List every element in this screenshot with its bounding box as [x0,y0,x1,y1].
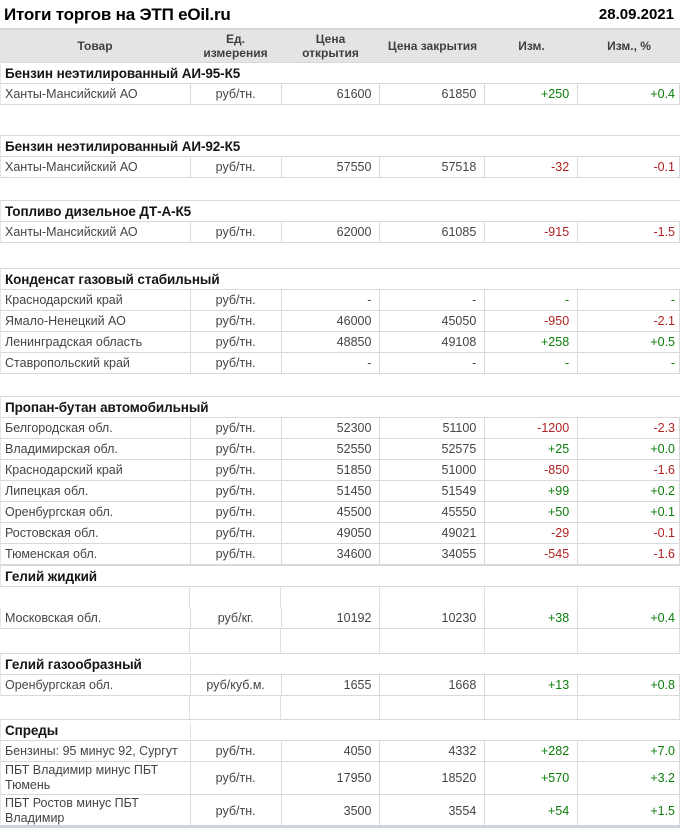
close-price-cell: 61085 [380,222,485,242]
change-pct-cell: -2.1 [578,311,680,331]
unit-cell: руб/тн. [191,157,282,177]
empty-grid-cell [485,587,578,608]
empty-grid-cell [0,696,190,719]
open-price-cell: 51850 [282,460,381,480]
unit-cell: руб/тн. [191,290,282,310]
empty-grid-cell [578,696,680,719]
open-price-cell: 62000 [282,222,381,242]
empty-grid-cell [380,696,485,719]
close-price-cell: 49021 [380,523,485,543]
change-pct-cell: -1.5 [578,222,680,242]
section-title-label: Пропан-бутан автомобильный [5,399,209,415]
section-title-label: Спреды [5,722,59,738]
page-header [0,0,680,28]
change-pct-cell: -0.1 [578,157,680,177]
product-cell: Краснодарский край [1,460,191,480]
open-price-cell: 4050 [282,741,381,761]
product-cell: Ленинградская область [1,332,191,352]
close-price-cell: 1668 [380,675,485,695]
unit-cell: руб/тн. [191,418,282,438]
close-price-cell: 3554 [380,795,485,827]
open-price-cell: - [282,353,381,373]
section-title-text [1,723,191,738]
table-row [0,762,680,795]
close-price-cell: 51549 [380,481,485,501]
table-row [0,460,680,481]
product-cell: ПБТ Ростов минус ПБТ Владимир [1,795,191,827]
empty-grid-cell [190,696,281,719]
table-row [0,418,680,439]
table-row [0,523,680,544]
unit-cell: руб/тн. [191,762,282,794]
column-header-open-price: Цена открытия [302,32,359,60]
column-header-product: Товар [77,39,113,53]
unit-cell: руб/тн. [191,502,282,522]
open-price-cell: 17950 [282,762,381,794]
empty-grid-cell [190,629,281,653]
change-cell: +38 [485,608,578,628]
change-cell: +282 [485,741,578,761]
table-body [0,62,680,828]
open-price-cell: 48850 [282,332,381,352]
empty-grid-cell [190,587,281,608]
unit-cell: руб/тн. [191,353,282,373]
section-title-label: Бензин неэтилированный АИ-92-К5 [5,138,241,154]
product-cell: Ставропольский край [1,353,191,373]
close-price-cell: 57518 [380,157,485,177]
table-row [0,290,680,311]
change-pct-cell: +0.8 [578,675,680,695]
close-price-cell: 4332 [380,741,485,761]
change-pct-cell: +0.1 [578,502,680,522]
empty-grid-cell [578,587,680,608]
table-row [0,84,680,105]
close-price-cell: 18520 [380,762,485,794]
open-price-cell: 51450 [282,481,381,501]
change-pct-cell: -2.3 [578,418,680,438]
close-price-cell: 10230 [380,608,485,628]
section-title-label: Гелий жидкий [5,568,97,584]
open-price-cell: 57550 [282,157,381,177]
close-price-cell: 45050 [380,311,485,331]
change-cell: +250 [485,84,578,104]
section-title [0,268,680,290]
unit-cell: руб/тн. [191,311,282,331]
product-cell: Оренбургская обл. [1,675,191,695]
close-price-cell: 51100 [380,418,485,438]
unit-cell: руб/тн. [191,544,282,564]
unit-cell: руб/кг. [191,608,282,628]
page-date: 28.09.2021 [598,6,674,23]
product-cell: Бензины: 95 минус 92, Сургут [1,741,191,761]
change-cell: +54 [485,795,578,827]
section-gap [0,629,680,653]
product-cell: Оренбургская обл. [1,502,191,522]
section-title-text [1,657,191,672]
open-price-cell: 61600 [282,84,381,104]
unit-cell: руб/тн. [191,222,282,242]
unit-cell: руб/куб.м. [191,675,282,695]
empty-grid-cell [281,629,380,653]
product-cell: ПБТ Владимир минус ПБТ Тюмень [1,762,191,794]
empty-grid-cell [0,629,190,653]
change-pct-cell: +7.0 [578,741,680,761]
change-pct-cell: +0.4 [578,608,680,628]
product-cell: Владимирская обл. [1,439,191,459]
section-title [0,653,680,675]
empty-grid-cell [0,587,190,608]
section-gap [0,105,680,135]
column-header-close-price: Цена закрытия [387,39,478,53]
unit-cell: руб/тн. [191,332,282,352]
table-row [0,222,680,243]
change-cell: -545 [485,544,578,564]
close-price-cell: 45550 [380,502,485,522]
change-cell: +570 [485,762,578,794]
empty-grid-cell [380,629,485,653]
change-pct-cell: +1.5 [578,795,680,827]
section-gap [0,374,680,396]
table-row [0,439,680,460]
open-price-cell: 34600 [282,544,381,564]
change-cell: +99 [485,481,578,501]
section-title [0,135,680,157]
table-row [0,332,680,353]
section-title [0,396,680,418]
unit-cell: руб/тн. [191,460,282,480]
unit-cell: руб/тн. [191,795,282,827]
product-cell: Ханты-Мансийский АО [1,222,191,242]
change-cell: +258 [485,332,578,352]
table-row [0,795,680,828]
section-title-label: Гелий газообразный [5,656,142,672]
change-cell: -32 [485,157,578,177]
open-price-cell: 52300 [282,418,381,438]
column-header-unit: Ед. измерения [203,32,268,60]
unit-cell: руб/тн. [191,481,282,501]
table-row [0,544,680,565]
section-title [0,62,680,84]
product-cell: Ямало-Ненецкий АО [1,311,191,331]
open-price-cell: - [282,290,381,310]
section-title [0,565,680,587]
open-price-cell: 52550 [282,439,381,459]
empty-grid-cell [380,587,485,608]
section-gap [0,587,680,608]
empty-grid-cell [578,629,680,653]
product-cell: Ханты-Мансийский АО [1,157,191,177]
product-cell: Ростовская обл. [1,523,191,543]
section-title-label: Конденсат газовый стабильный [5,271,220,287]
section-gap [0,243,680,268]
change-pct-cell: - [578,353,680,373]
close-price-cell: 51000 [380,460,485,480]
close-price-cell: 49108 [380,332,485,352]
change-cell: +25 [485,439,578,459]
open-price-cell: 1655 [282,675,381,695]
section-gap [0,696,680,719]
section-title-label: Топливо дизельное ДТ-А-К5 [5,203,192,219]
change-cell: -29 [485,523,578,543]
close-price-cell: - [380,290,485,310]
section-title [0,719,680,741]
change-pct-cell: - [578,290,680,310]
change-cell: -950 [485,311,578,331]
table-row [0,502,680,523]
empty-grid-cell [485,629,578,653]
product-cell: Ханты-Мансийский АО [1,84,191,104]
table-row [0,353,680,374]
unit-cell: руб/тн. [191,84,282,104]
page-title: Итоги торгов на ЭТП eOil.ru [4,5,231,24]
empty-grid-cell [485,696,578,719]
table-row [0,311,680,332]
change-cell: -850 [485,460,578,480]
change-cell: -915 [485,222,578,242]
open-price-cell: 3500 [282,795,381,827]
table-row [0,741,680,762]
open-price-cell: 10192 [282,608,381,628]
column-header-change-pct: Изм., % [607,39,651,53]
product-cell: Липецкая обл. [1,481,191,501]
close-price-cell: 52575 [380,439,485,459]
column-header-change: Изм. [518,39,545,53]
unit-cell: руб/тн. [191,439,282,459]
unit-cell: руб/тн. [191,523,282,543]
change-pct-cell: -1.6 [578,544,680,564]
change-cell: +50 [485,502,578,522]
change-cell: -1200 [485,418,578,438]
change-pct-cell: +0.4 [578,84,680,104]
product-cell: Московская обл. [1,608,191,628]
open-price-cell: 46000 [282,311,381,331]
change-cell: +13 [485,675,578,695]
change-pct-cell: +0.5 [578,332,680,352]
table-row [0,481,680,502]
trading-results-table [0,28,680,828]
empty-grid-cell [281,696,380,719]
change-pct-cell: -1.6 [578,460,680,480]
table-row [0,157,680,178]
table-header-row [0,28,680,62]
change-pct-cell: -0.1 [578,523,680,543]
change-pct-cell: +0.0 [578,439,680,459]
change-pct-cell: +0.2 [578,481,680,501]
product-cell: Краснодарский край [1,290,191,310]
close-price-cell: - [380,353,485,373]
empty-grid-cell [281,587,380,608]
close-price-cell: 34055 [380,544,485,564]
unit-cell: руб/тн. [191,741,282,761]
product-cell: Белгородская обл. [1,418,191,438]
section-gap [0,178,680,200]
section-title [0,200,680,222]
open-price-cell: 45500 [282,502,381,522]
table-row [0,675,680,696]
section-title-label: Бензин неэтилированный АИ-95-К5 [5,65,241,81]
open-price-cell: 49050 [282,523,381,543]
change-cell: - [485,290,578,310]
change-cell: - [485,353,578,373]
change-pct-cell: +3.2 [578,762,680,794]
close-price-cell: 61850 [380,84,485,104]
product-cell: Тюменская обл. [1,544,191,564]
table-row [0,608,680,629]
